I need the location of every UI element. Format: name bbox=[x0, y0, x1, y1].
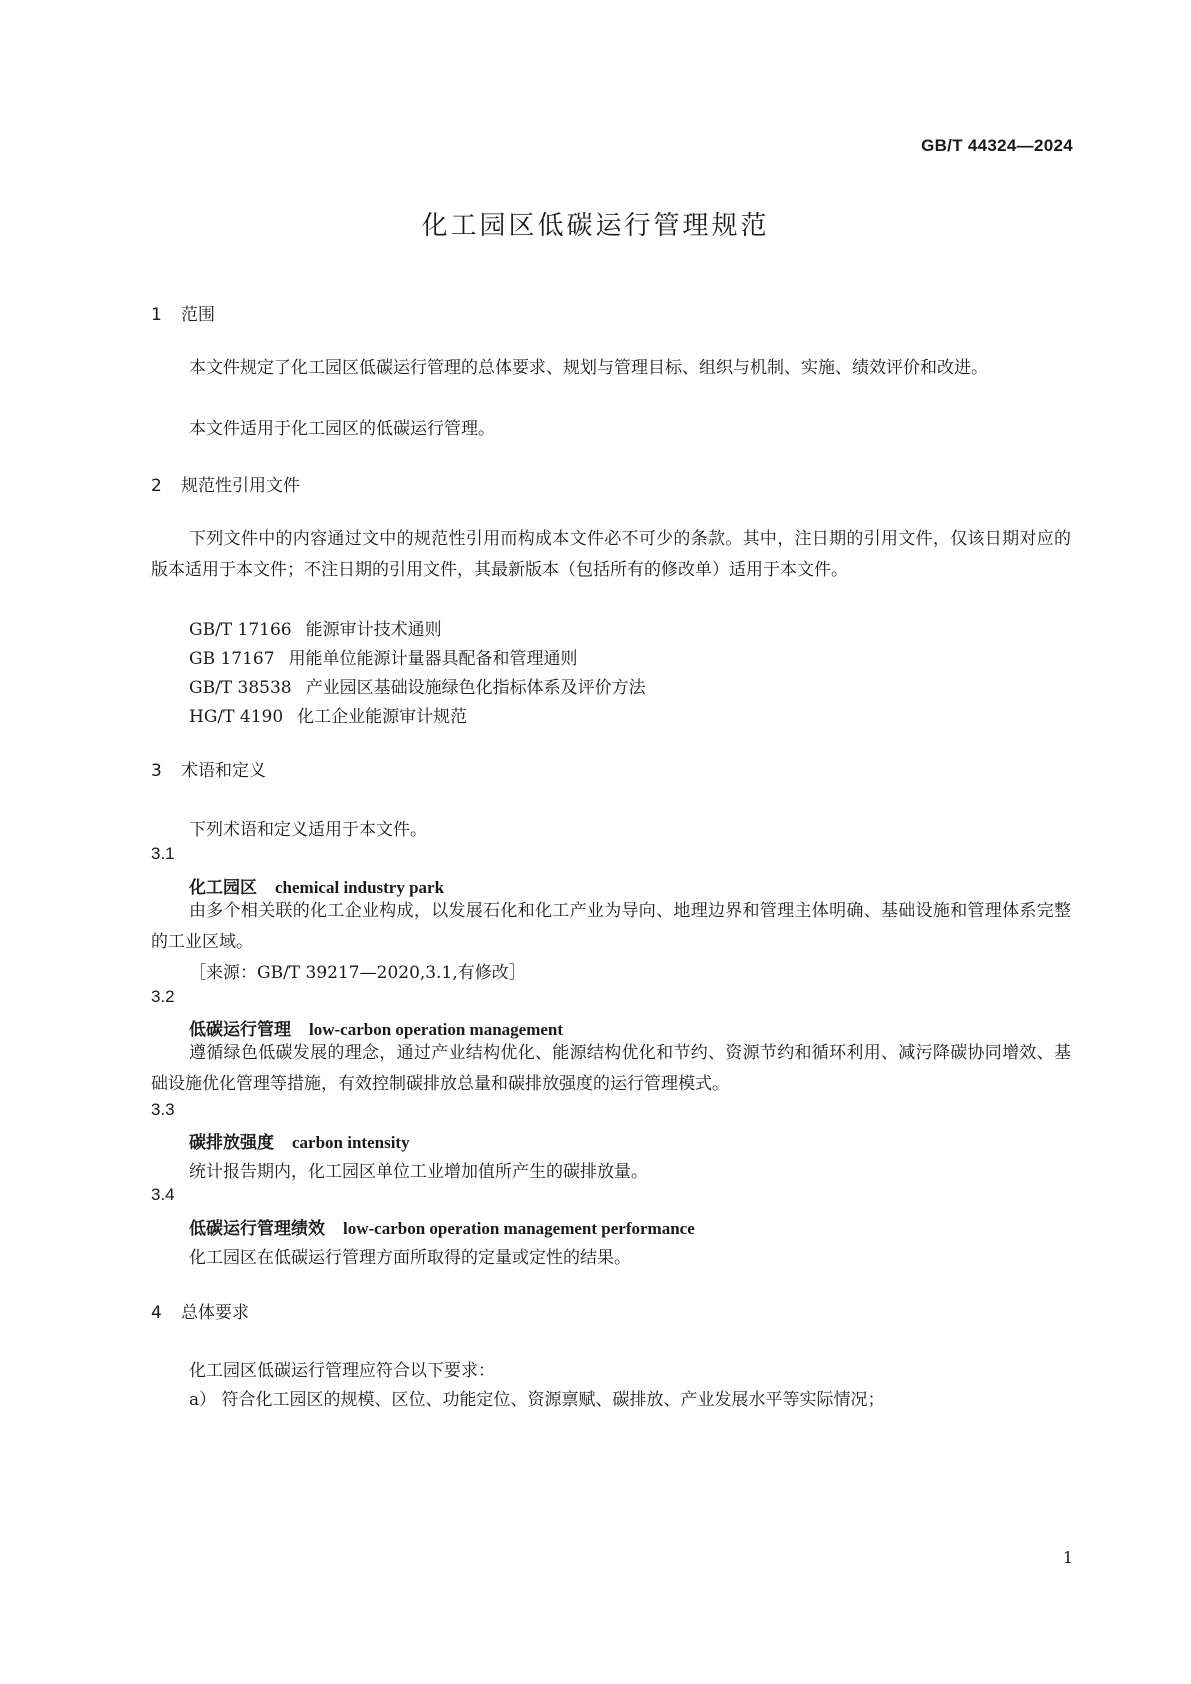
term-zh: 低碳运行管理绩效 bbox=[189, 1219, 325, 1239]
section-number: 2 bbox=[151, 476, 162, 496]
section-3-heading bbox=[151, 756, 266, 781]
term-heading bbox=[189, 873, 444, 898]
term-en: low-carbon operation management bbox=[309, 1020, 564, 1039]
standard-code: GB/T 44324—2024 bbox=[921, 136, 1073, 155]
normative-refs-paragraph: 下列文件中的内容通过文中的规范性引用而构成本文件必不可少的条款。其中，注日期的引用文件，仅该日期对应的版本适用于本文件；不注日期的引用文件，其最新版本（包括所有的修改单）适用于本文件。 bbox=[151, 529, 1071, 580]
reference-item bbox=[189, 702, 467, 727]
term-heading bbox=[189, 1214, 695, 1239]
term-definition: 由多个相关联的化工企业构成，以发展石化和化工产业为导向、地理边界和管理主体明确、基础设施和管理体系完整的工业区域。 bbox=[151, 901, 1071, 952]
term-en: low-carbon operation management performance bbox=[343, 1219, 695, 1238]
term-heading bbox=[189, 1128, 410, 1153]
reference-item bbox=[189, 644, 578, 669]
reference-code: HG/T 4190 bbox=[189, 707, 284, 727]
reference-title: 产业园区基础设施绿色化指标体系及评价方法 bbox=[305, 678, 646, 698]
reference-code: GB 17167 bbox=[189, 649, 275, 669]
requirement-item-a: a） 符合化工园区的规模、区位、功能定位、资源禀赋、碳排放、产业发展水平等实际情况； bbox=[189, 1390, 885, 1410]
section-number: 4 bbox=[151, 1303, 162, 1323]
page-number: 1 bbox=[1062, 1548, 1073, 1567]
reference-item bbox=[189, 673, 646, 698]
term-heading bbox=[189, 1015, 563, 1040]
scope-applicability: 本文件适用于化工园区的低碳运行管理。 bbox=[189, 419, 495, 439]
term-zh: 碳排放强度 bbox=[189, 1133, 274, 1153]
term-en: carbon intensity bbox=[292, 1133, 410, 1152]
term-definition: 化工园区在低碳运行管理方面所取得的定量或定性的结果。 bbox=[189, 1248, 631, 1268]
reference-code: GB/T 17166 bbox=[189, 620, 292, 640]
reference-title: 化工企业能源审计规范 bbox=[297, 707, 468, 727]
reference-item bbox=[189, 615, 442, 640]
term-source: ［来源：GB/T 39217—2020,3.1,有修改］ bbox=[189, 963, 526, 983]
document-title: 化工园区低碳运行管理规范 bbox=[421, 211, 770, 241]
term-number: 3.4 bbox=[151, 1185, 175, 1204]
section-number: 1 bbox=[151, 305, 162, 325]
term-zh: 化工园区 bbox=[189, 878, 257, 898]
reference-title: 用能单位能源计量器具配备和管理通则 bbox=[288, 649, 578, 669]
section-title: 范围 bbox=[181, 305, 215, 325]
term-number: 3.1 bbox=[151, 844, 175, 863]
term-definition: 遵循绿色低碳发展的理念，通过产业结构优化、能源结构优化和节约、资源节约和循环利用、减污降碳协同增效、基础设施优化管理等措施，有效控制碳排放总量和碳排放强度的运行管理模式。 bbox=[151, 1043, 1071, 1094]
term-number: 3.3 bbox=[151, 1100, 175, 1119]
term-definition: 统计报告期内，化工园区单位工业增加值所产生的碳排放量。 bbox=[189, 1162, 648, 1182]
section-title: 规范性引用文件 bbox=[181, 476, 300, 496]
term-zh: 低碳运行管理 bbox=[189, 1020, 291, 1040]
section-2-heading bbox=[151, 471, 300, 496]
section-1-heading bbox=[151, 300, 215, 325]
reference-code: GB/T 38538 bbox=[189, 678, 292, 698]
scope-paragraph: 本文件规定了化工园区低碳运行管理的总体要求、规划与管理目标、组织与机制、实施、绩效评价和改进。 bbox=[189, 358, 988, 378]
section-title: 术语和定义 bbox=[181, 761, 266, 781]
terms-intro: 下列术语和定义适用于本文件。 bbox=[189, 820, 427, 840]
section-title: 总体要求 bbox=[181, 1303, 249, 1323]
section-4-heading bbox=[151, 1298, 249, 1323]
reference-title: 能源审计技术通则 bbox=[305, 620, 442, 640]
term-number: 3.2 bbox=[151, 987, 175, 1006]
term-en: chemical industry park bbox=[275, 878, 445, 897]
section-number: 3 bbox=[151, 761, 162, 781]
general-requirements-intro: 化工园区低碳运行管理应符合以下要求： bbox=[189, 1361, 495, 1381]
